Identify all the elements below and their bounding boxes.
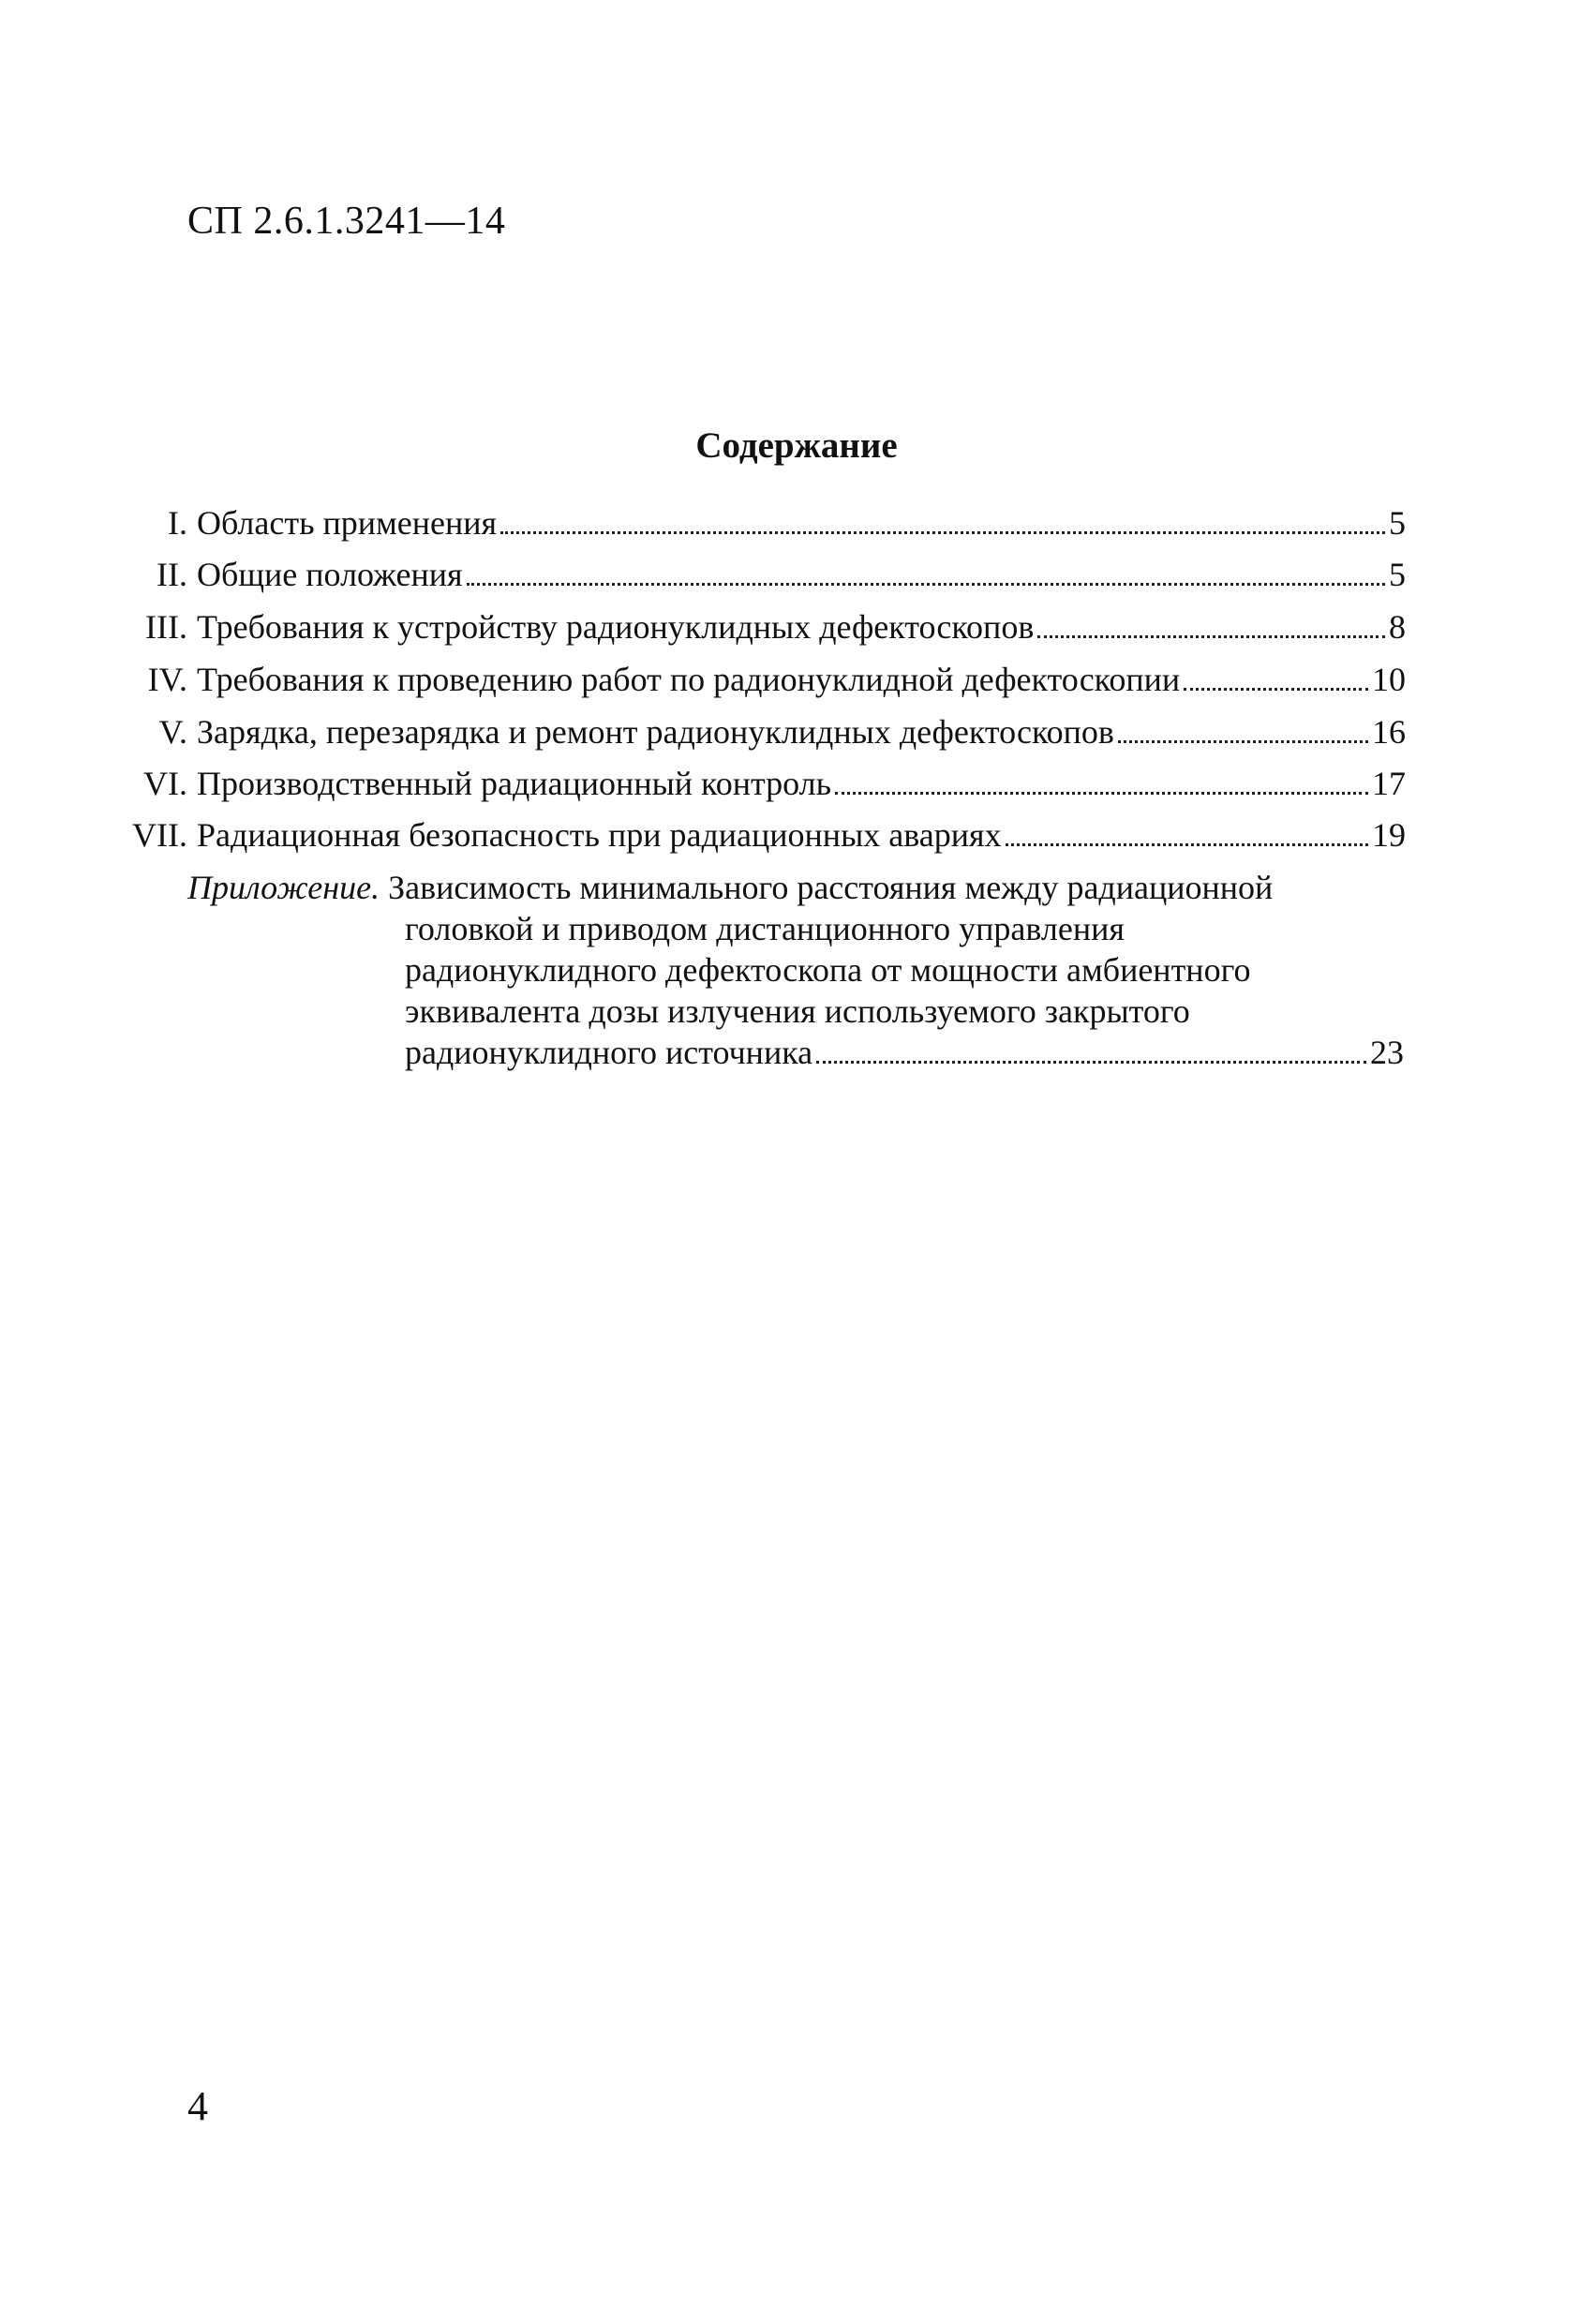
toc-item-5 <box>118 715 1406 750</box>
toc-dot-leader <box>816 1061 1366 1064</box>
toc-dot-leader <box>1118 740 1368 743</box>
toc-item-page: 5 <box>1389 556 1406 593</box>
appendix-line-3: радионуклидного дефектоскопа от мощности амбиентного <box>405 951 1251 989</box>
toc-title <box>0 425 1595 467</box>
toc-dot-leader <box>500 531 1385 534</box>
toc-item-page: 10 <box>1372 661 1406 698</box>
toc-item-text: Производственный радиационный контроль <box>197 765 832 802</box>
toc-item-text: Требования к устройству радионуклидных дефектоскопов <box>197 608 1035 646</box>
toc-item-number: IV. <box>147 661 187 698</box>
page-number: 4 <box>187 2083 208 2129</box>
toc-item-page: 8 <box>1389 608 1406 646</box>
toc-item-text: Зарядка, перезарядка и ремонт радионуклидных дефектоскопов <box>197 713 1114 751</box>
appendix-line-5: радионуклидного источника <box>405 1034 813 1071</box>
appendix-line-4: эквивалента дозы излучения используемого закрытого <box>405 992 1190 1030</box>
toc-dot-leader <box>467 583 1385 586</box>
toc-item-1 <box>118 506 1406 541</box>
toc-item-number: VI. <box>143 765 187 802</box>
appendix-line-2: головкой и приводом дистанционного управления <box>405 910 1125 947</box>
toc-item-number: V. <box>158 713 187 751</box>
toc-dot-leader <box>1037 635 1385 638</box>
appendix-page: 23 <box>1370 1034 1404 1071</box>
toc-item-2 <box>118 558 1406 592</box>
toc-item-page: 19 <box>1372 816 1406 854</box>
appendix-line-1: Зависимость минимального расстояния между радиационной <box>388 869 1274 906</box>
toc-item-6 <box>118 767 1406 801</box>
toc-dot-leader <box>1006 843 1368 846</box>
toc-item-4 <box>118 663 1406 697</box>
toc-item-text: Требования к проведению работ по радионуклидной дефектоскопии <box>197 661 1181 698</box>
toc-item-3 <box>118 610 1406 645</box>
appendix-label: Приложение. <box>187 869 380 906</box>
toc-item-page: 16 <box>1372 713 1406 751</box>
appendix-last-line <box>187 1032 1404 1073</box>
toc-item-page: 5 <box>1389 504 1406 542</box>
document-code: СП 2.6.1.3241—14 <box>187 200 506 243</box>
toc-appendix <box>187 867 1406 1073</box>
toc-item-text: Общие положения <box>197 556 463 593</box>
toc-item-number: I. <box>168 504 187 542</box>
toc-item-number: VII. <box>132 816 187 854</box>
toc-item-7 <box>118 818 1406 853</box>
toc-title-text: Содержание <box>695 425 898 466</box>
toc-dot-leader <box>1184 688 1368 691</box>
toc-dot-leader <box>835 792 1368 795</box>
toc-item-page: 17 <box>1372 765 1406 802</box>
appendix-first-line <box>187 867 1406 908</box>
toc-item-number: III. <box>145 608 187 646</box>
toc-item-text: Радиационная безопасность при радиационных авариях <box>197 816 1002 854</box>
toc-item-text: Область применения <box>197 504 498 542</box>
toc-item-number: II. <box>157 556 187 593</box>
